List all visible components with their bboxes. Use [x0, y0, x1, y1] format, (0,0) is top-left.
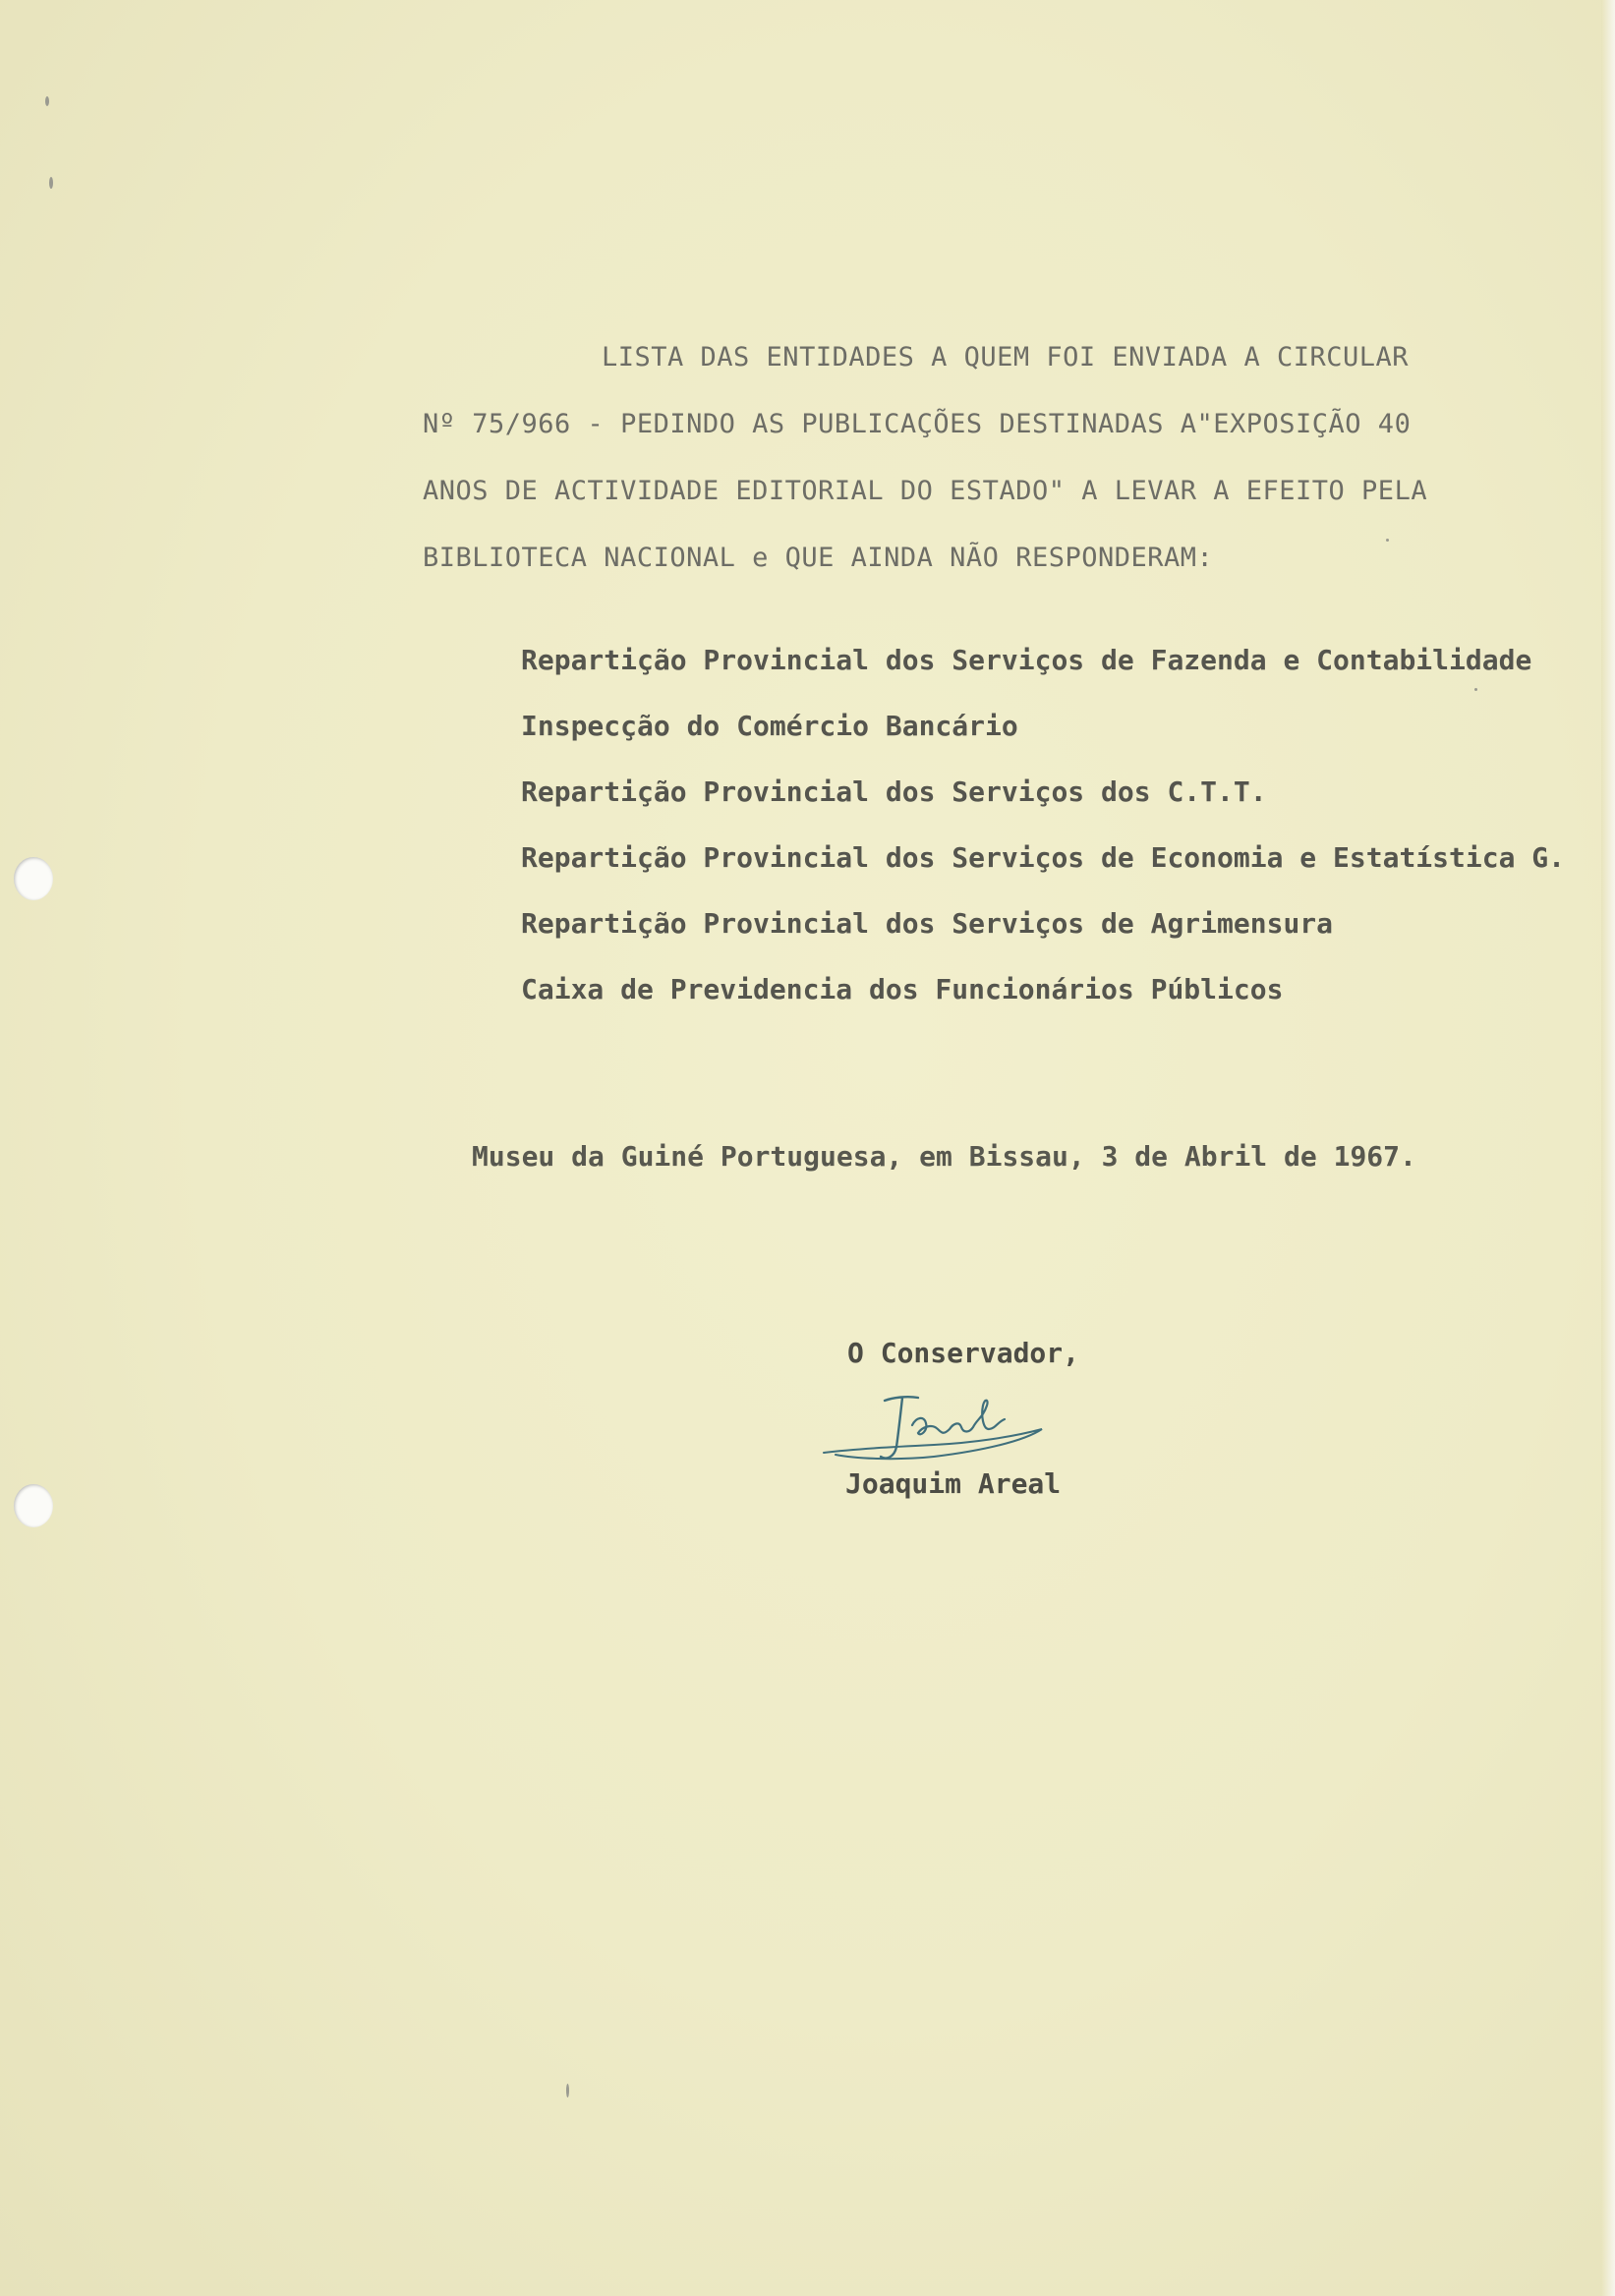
list-item: Repartição Provincial dos Serviços de Agrimensura [521, 907, 1334, 940]
dateline: Museu da Guiné Portuguesa, em Bissau, 3 de Abril de 1967. [472, 1140, 1416, 1173]
paper-speck [566, 2084, 569, 2097]
paper-speck [49, 177, 53, 189]
heading-line-3: ANOS DE ACTIVIDADE EDITORIAL DO ESTADO" A LEVAR A EFEITO PELA [423, 476, 1428, 506]
paper-speck [45, 96, 49, 106]
heading-line-2: Nº 75/966 - PEDINDO AS PUBLICAÇÕES DESTINADAS A"EXPOSIÇÃO 40 [423, 409, 1412, 439]
paper-speck [1386, 539, 1389, 542]
paper-edge [1601, 0, 1615, 2296]
signatory-name: Joaquim Areal [845, 1467, 1062, 1500]
list-item: Caixa de Previdencia dos Funcionários Públicos [521, 973, 1284, 1005]
paper-speck [1474, 688, 1477, 691]
punch-hole-upper [14, 857, 53, 900]
list-item: Inspecção do Comércio Bancário [521, 710, 1018, 742]
punch-hole-lower [14, 1484, 53, 1527]
list-item: Repartição Provincial dos Serviços dos C.T.T. [521, 775, 1267, 808]
list-item: Repartição Provincial dos Serviços de Fazenda e Contabilidade [521, 644, 1532, 676]
signatory-role: O Conservador, [847, 1337, 1080, 1369]
heading-line-4: BIBLIOTECA NACIONAL e QUE AINDA NÃO RESPONDERAM: [423, 543, 1214, 573]
list-item: Repartição Provincial dos Serviços de Economia e Estatística G. [521, 841, 1566, 874]
heading-line-1: LISTA DAS ENTIDADES A QUEM FOI ENVIADA A CIRCULAR [602, 342, 1410, 373]
